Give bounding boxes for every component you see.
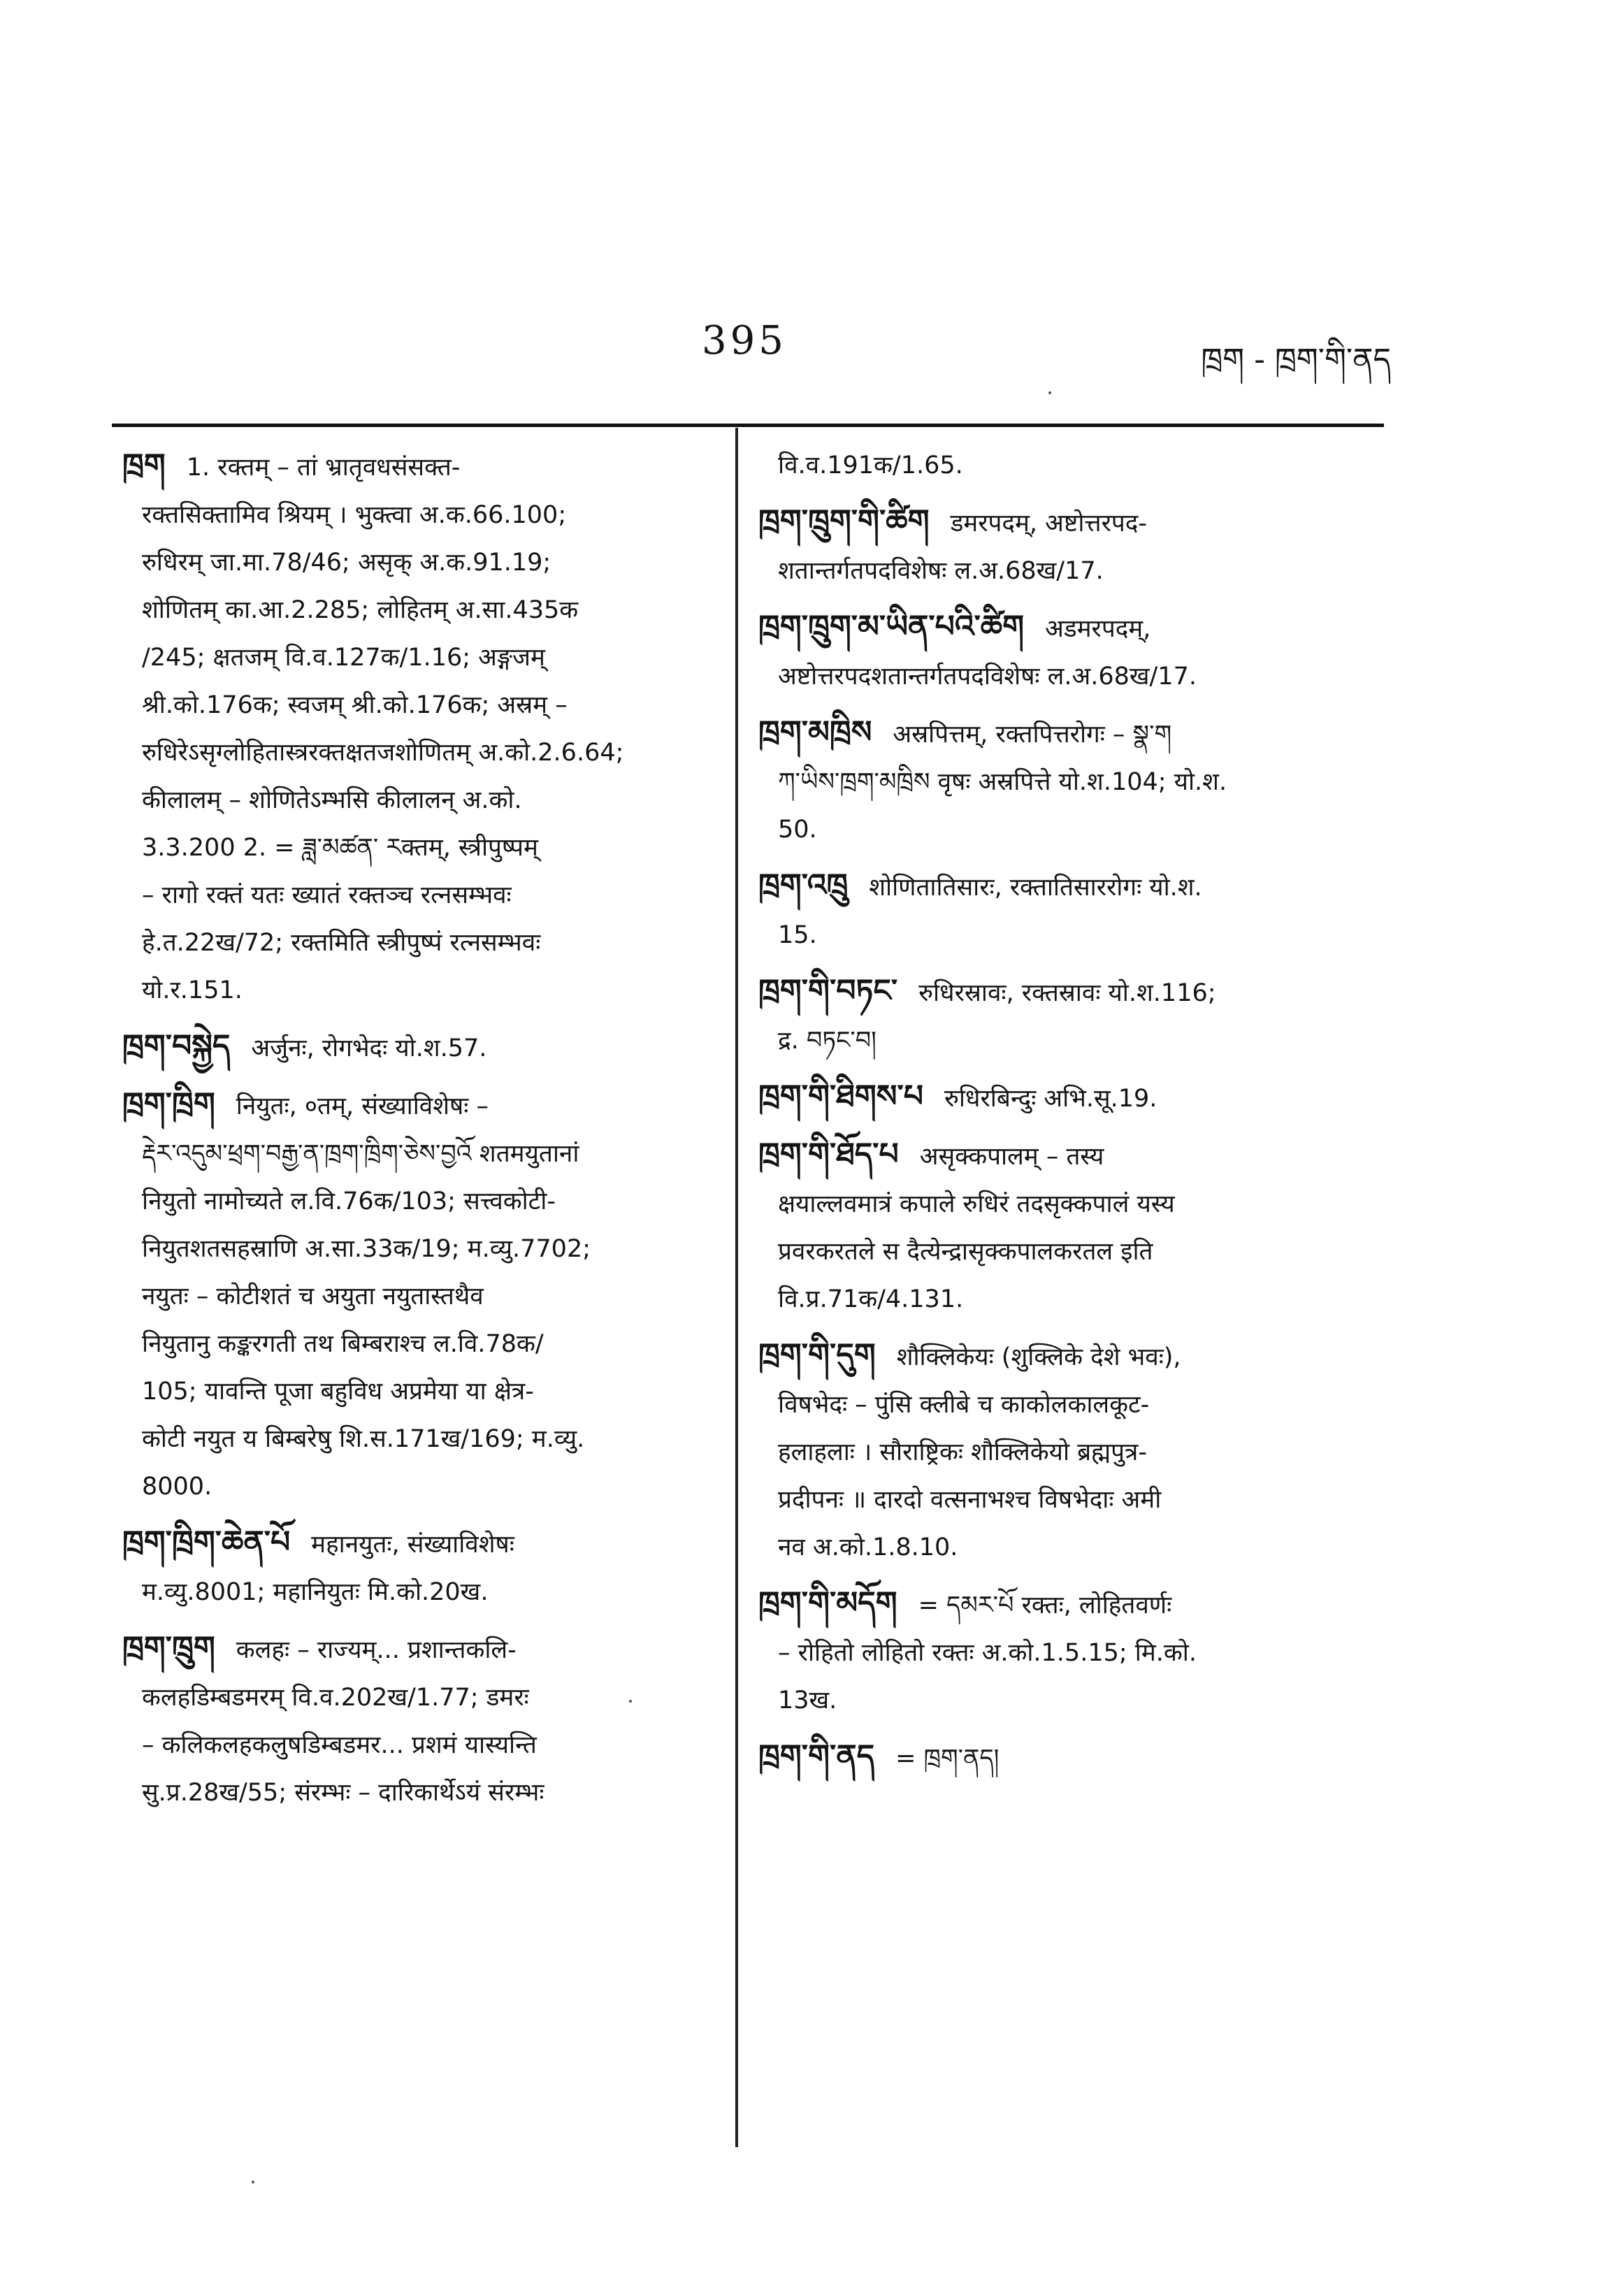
headword: ཁྲག་འཁྲུ bbox=[758, 867, 849, 903]
definition-line: अर्जुनः, रोगभेदः यो.श.57. bbox=[251, 1034, 487, 1062]
definition-line: – रागो रक्तं यतः ख्यातं रक्तञ्च रत्नसम्भवः bbox=[142, 881, 512, 909]
definition-line: हलाहलाः । सौराष्ट्रिकः शौक्लिकेयो ब्रह्मपुत्र- bbox=[778, 1438, 1147, 1466]
definition-line: नियुतशतसहस्राणि अ.सा.33क/19; म.व्यु.7702; bbox=[142, 1235, 591, 1263]
definition-line: शोणितातिसारः, रक्तातिसाररोगः यो.श. bbox=[869, 874, 1202, 902]
headword: ཁྲག་གི་མདོག bbox=[758, 1585, 897, 1621]
dictionary-entry bbox=[122, 1081, 709, 1510]
definition-line: 13ख. bbox=[778, 1687, 837, 1714]
dictionary-entry bbox=[758, 1733, 1373, 1782]
headword: ཁྲག bbox=[122, 447, 166, 483]
dictionary-entry bbox=[758, 1580, 1373, 1724]
definition-line: 50. bbox=[778, 816, 817, 844]
definition-line: द्र. བཏང་བ། bbox=[778, 1027, 877, 1055]
definition-line: नियुतो नामोच्यते ल.वि.76क/103; सत्त्वकोटी- bbox=[142, 1187, 556, 1215]
left-column bbox=[122, 442, 709, 1825]
definition-line: असृक्कपालम् – तस्य bbox=[919, 1143, 1104, 1171]
headword: ཁྲག་ཁྲིག bbox=[122, 1086, 215, 1122]
headword: ཁྲག་ཁྲུག་གི་ཚིག bbox=[758, 503, 930, 539]
scan-speck bbox=[1048, 391, 1051, 394]
dictionary-entry bbox=[758, 1073, 1373, 1122]
definition-line: 1. रक्तम् – तां भ्रातृवधसंसक्त- bbox=[186, 454, 461, 482]
definition-line: क्षयाल्लवमात्रं कपाले रुधिरं तदसृक्कपालं यस्य bbox=[778, 1190, 1175, 1218]
definition-line: रुधिरबिन्दुः अभि.सू.19. bbox=[944, 1085, 1157, 1113]
definition-line: 105; यावन्ति पूजा बहुविध अप्रमेया या क्षेत्र- bbox=[142, 1378, 534, 1406]
definition-line: कोटी नयुत य बिम्बरेषु शि.स.171ख/169; म.व्यु. bbox=[142, 1425, 585, 1453]
dictionary-entry bbox=[122, 1624, 709, 1817]
definition-line: = ཁྲག་ནད། bbox=[895, 1745, 1000, 1772]
headword: ཁྲག་ཁྲུག་མ་ཡིན་པའི་ཚིག bbox=[758, 609, 1025, 644]
definition-line: शौक्लिकेयः (शुक्लिके देशे भवः), bbox=[896, 1343, 1181, 1371]
definition-line: रुधिरम् जा.मा.78/46; असृक् अ.क.91.19; bbox=[142, 549, 551, 577]
headword: ཁྲག་གི་ཐིགས་པ bbox=[758, 1078, 923, 1114]
headword: ཁྲག་མཁྲིས bbox=[758, 714, 872, 750]
definition-line: नियुतः, ०तम्, संख्याविशेषः – bbox=[236, 1092, 489, 1120]
definition-line: श्री.को.176क; स्वजम् श्री.को.176क; अस्रम् – bbox=[142, 691, 568, 719]
definition-line: विषभेदः – पुंसि क्लीबे च काकोलकालकूट- bbox=[778, 1391, 1150, 1419]
definition-line: /245; क्षतजम् वि.व.127क/1.16; अङ्गजम् bbox=[142, 644, 545, 672]
definition-line: कलहडिम्बडमरम् वि.व.202ख/1.77; डमरः bbox=[142, 1684, 529, 1712]
definition-line: 15. bbox=[778, 921, 817, 949]
headword: ཁྲག་གི་བཏང་ bbox=[758, 973, 898, 1009]
scan-speck bbox=[629, 1700, 632, 1703]
definition-line: नयुतः – कोटीशतं च अयुता नयुतास्तथैव bbox=[142, 1283, 484, 1311]
dictionary-entry bbox=[758, 603, 1373, 700]
definition-line: 8000. bbox=[142, 1473, 212, 1501]
definition-line: अष्टोत्तरपदशतान्तर्गतपदविशेषः ल.अ.68ख/17. bbox=[778, 663, 1197, 691]
definition-line: वि.व.191क/1.65. bbox=[778, 452, 963, 479]
headword: ཁྲག་གི་ནད bbox=[758, 1738, 875, 1774]
definition-line: रुधिरेऽसृग्लोहितास्त्ररक्तक्षतजशोणितम् अ.को.2.6.64; bbox=[142, 739, 624, 767]
headword: ཁྲག་ཁྲིག་ཆེན་པོ bbox=[122, 1524, 291, 1560]
dictionary-entry bbox=[758, 862, 1373, 959]
definition-line: रुधिरस्रावः, रक्तस्रावः यो.श.116; bbox=[918, 979, 1216, 1007]
dictionary-entry bbox=[758, 967, 1373, 1064]
definition-line: वि.प्र.71क/4.131. bbox=[778, 1285, 964, 1313]
right-column bbox=[758, 442, 1373, 1791]
definition-line: कीलालम् – शोणितेऽम्भसि कीलालन् अ.को. bbox=[142, 786, 522, 814]
dictionary-entry bbox=[758, 1131, 1373, 1323]
definition-line: ཀ་ཡིས་ཁྲག་མཁྲིས वृषः अस्रपित्ते यो.श.104; यो.श. bbox=[778, 768, 1227, 796]
headword: ཁྲག་གི་དུག bbox=[758, 1337, 876, 1373]
dictionary-entry bbox=[758, 709, 1373, 853]
column-divider bbox=[735, 428, 738, 2147]
definition-line: कलहः – राज्यम्... प्रशान्तकलि- bbox=[236, 1636, 517, 1664]
dictionary-entry bbox=[122, 1519, 709, 1616]
header-rule bbox=[112, 424, 1384, 427]
definition-line: शतान्तर्गतपदविशेषः ल.अ.68ख/17. bbox=[778, 557, 1104, 585]
definition-line: 3.3.200 2. = ཟླ་མཚན་ རक्तम्, स्त्रीपुष्पम् bbox=[142, 834, 538, 862]
definition-line: अस्रपित्तम्, रक्तपित्तरोगः – སྣ་ག bbox=[893, 721, 1172, 749]
definition-line: = དམར་པོ रक्तः, लोहितवर्णः bbox=[918, 1591, 1172, 1619]
definition-line: प्रवरकरतले स दैत्येन्द्रासृक्कपालकरतल इति bbox=[778, 1238, 1153, 1266]
definition-line: महानयुतः, संख्याविशेषः bbox=[311, 1531, 514, 1559]
headword: ཁྲག་གི་ཐོད་པ bbox=[758, 1136, 899, 1172]
dictionary-entry bbox=[758, 498, 1373, 595]
headword: ཁྲག་བསྐྱེད bbox=[122, 1028, 231, 1064]
definition-line: रक्तसिक्तामिव श्रियम् । भुक्त्वा अ.क.66.100; bbox=[142, 501, 567, 529]
definition-line: म.व्यु.8001; महानियुतः मि.को.20ख. bbox=[142, 1578, 489, 1606]
definition-line: यो.र.151. bbox=[142, 976, 243, 1004]
definition-line: प्रदीपनः ॥ दारदो वत्सनाभश्च विषभेदाः अमी bbox=[778, 1486, 1162, 1514]
dictionary-entry bbox=[122, 1023, 709, 1072]
scan-speck bbox=[252, 2181, 254, 2183]
definition-line: – रोहितो लोहितो रक्तः अ.को.1.5.15; मि.को. bbox=[778, 1639, 1197, 1667]
dictionary-entry bbox=[122, 442, 709, 1014]
dictionary-entry bbox=[758, 1331, 1373, 1571]
continued-entry bbox=[758, 442, 1373, 489]
definition-line: सु.प्र.28ख/55; संरम्भः – दारिकार्थेऽयं संरम्भः bbox=[142, 1779, 544, 1807]
definition-line: नियुतानु कङ्करगती तथ बिम्बराश्च ल.वि.78क/ bbox=[142, 1330, 544, 1358]
definition-line: རྡེར་འདུམ་ཕྲག་བརྒྱ་ན་ཁྲག་ཁྲིག་ཅེས་བྱའོ शतमयुतानां bbox=[142, 1140, 579, 1168]
definition-line: – कलिकलहकलुषडिम्बडमर... प्रशमं यास्यन्ति bbox=[142, 1731, 537, 1759]
page-number: 395 bbox=[702, 318, 787, 363]
running-head: ཁྲག - ཁྲག་གི་ནད bbox=[1201, 342, 1391, 377]
definition-line: नव अ.को.1.8.10. bbox=[778, 1533, 958, 1561]
definition-line: शोणितम् का.आ.2.285; लोहितम् अ.सा.435क bbox=[142, 596, 579, 624]
definition-line: हे.त.22ख/72; रक्तमिति स्त्रीपुष्पं रत्नसम्भवः bbox=[142, 929, 541, 957]
definition-line: अडमरपदम्, bbox=[1045, 615, 1151, 643]
headword: ཁྲག་ཁྲུག bbox=[122, 1630, 215, 1666]
definition-line: डमरपदम्, अष्टोत्तरपद- bbox=[950, 510, 1148, 537]
